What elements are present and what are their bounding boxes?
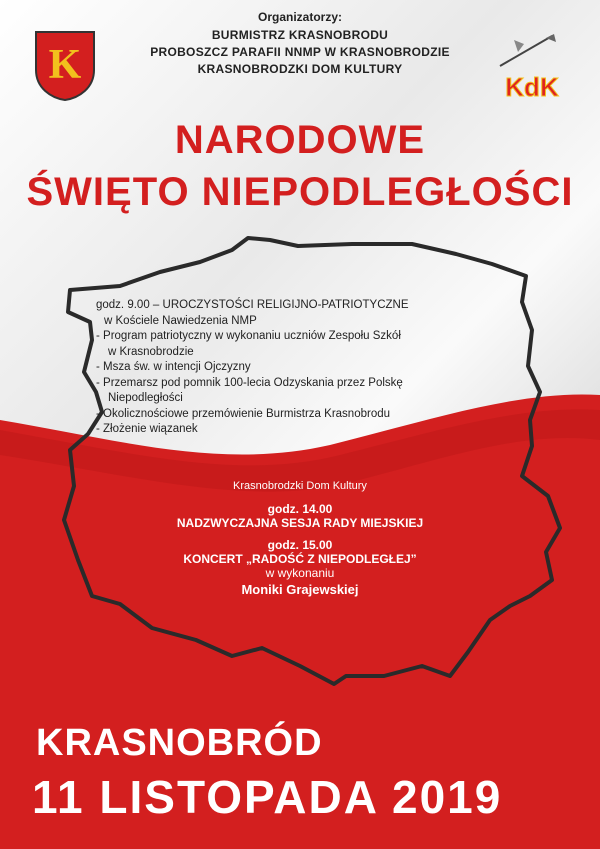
- performed-by-label: w wykonaniu: [265, 566, 335, 580]
- program-item-cont: Niepodległości: [108, 392, 183, 404]
- program-item: - Złożenie wiązanek: [96, 423, 198, 435]
- kdk-org-name: Krasnobrodzki Dom Kultury: [233, 480, 367, 492]
- event-title-1: NADZWYCZAJNA SESJA RADY MIEJSKIEJ: [176, 516, 424, 530]
- kdk-logo-text: KdK: [505, 72, 559, 102]
- program-item: - Program patriotyczny w wykonaniu uczniów Zespołu Szkół: [96, 330, 401, 342]
- coat-letter: K: [48, 42, 82, 88]
- event-time-2: godz. 15.00: [267, 538, 333, 552]
- program-block: [96, 298, 516, 438]
- organizer-1: BURMISTRZ KRASNOBRODU: [211, 28, 389, 42]
- organizers-label: Organizatorzy:: [257, 10, 342, 24]
- program-heading: [96, 298, 516, 314]
- program-time: godz. 9.00: [96, 299, 150, 311]
- town-name: KRASNOBRÓD: [36, 722, 323, 764]
- program-item: - Msza św. w intencji Ojczyzny: [96, 361, 251, 373]
- program-place: w Kościele Nawiedzenia NMP: [104, 314, 257, 327]
- organizer-2: PROBOSZCZ PARAFII NNMP W KRASNOBRODZIE: [150, 45, 450, 59]
- title-line-1: NARODOWE: [174, 118, 426, 162]
- event-date: 11 LISTOPADA 2019: [32, 771, 503, 823]
- program-item-cont: w Krasnobrodzie: [108, 345, 194, 358]
- artist-name: Moniki Grajewskiej: [241, 582, 359, 597]
- organizer-3: KRASNOBRODZKI DOM KULTURY: [197, 62, 403, 76]
- event-title-2: KONCERT „RADOŚĆ Z NIEPODLEGŁEJ”: [183, 552, 417, 566]
- program-item: - Przemarsz pod pomnik 100-lecia Odzyskania przez Polskę: [96, 376, 403, 389]
- program-title: – UROCZYSTOŚCI RELIGIJNO-PATRIOTYCZNE: [152, 299, 409, 311]
- title-line-2: ŚWIĘTO NIEPODLEGŁOŚCI: [26, 170, 574, 214]
- kdk-events-block: [120, 480, 480, 597]
- program-item: - Okolicznościowe przemówienie Burmistrza Krasnobrodu: [96, 407, 391, 420]
- event-time-1: godz. 14.00: [267, 502, 333, 516]
